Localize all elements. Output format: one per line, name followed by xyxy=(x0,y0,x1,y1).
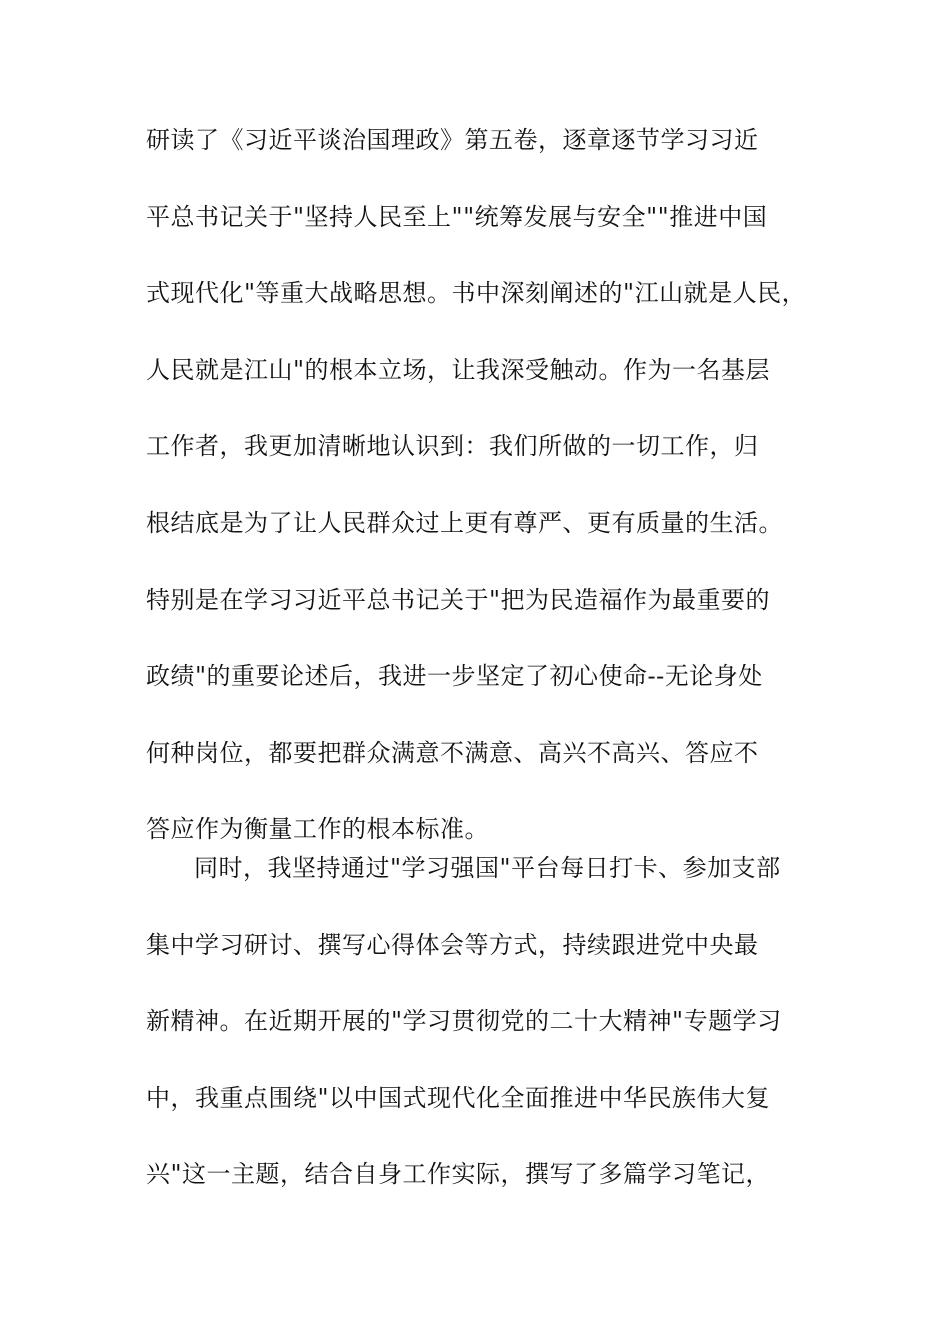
paragraph-line: 新精神。在近期开展的"学习贯彻党的二十大精神"专题学习 xyxy=(146,1007,782,1036)
paragraph-line: 根结底是为了让人民群众过上更有尊严、更有质量的生活。 xyxy=(146,508,783,537)
paragraph-line: 工作者，我更加清晰地认识到：我们所做的一切工作，归 xyxy=(146,432,759,461)
paragraph-line: 平总书记关于"坚持人民至上""统筹发展与安全""推进中国 xyxy=(146,202,768,231)
paragraph-line: 人民就是江山"的根本立场，让我深受触动。作为一名基层 xyxy=(146,355,771,384)
paragraph-line: 兴"这一主题，结合自身工作实际，撰写了多篇学习笔记， xyxy=(146,1160,771,1189)
paragraph-line: 答应作为衡量工作的根本标准。 xyxy=(146,815,489,844)
paragraph-line: 中，我重点围绕"以中国式现代化全面推进中华民族伟大复 xyxy=(146,1083,771,1112)
paragraph-line: 何种岗位，都要把群众满意不满意、高兴不高兴、答应不 xyxy=(146,738,759,767)
paragraph-line: 集中学习研讨、撰写心得体会等方式，持续跟进党中央最 xyxy=(146,930,759,959)
paragraph-line: 式现代化"等重大战略思想。书中深刻阐述的"江山就是人民， xyxy=(146,279,807,308)
paragraph-line: 政绩"的重要论述后，我进一步坚定了初心使命--无论身处 xyxy=(146,662,763,691)
paragraph-line: 研读了《习近平谈治国理政》第五卷，逐章逐节学习习近 xyxy=(146,126,759,154)
paragraph-line: 同时，我坚持通过"学习强国"平台每日打卡、参加支部 xyxy=(194,854,781,882)
paragraph-2 xyxy=(146,848,826,1231)
paragraph-line: 特别是在学习习近平总书记关于"把为民造福作为最重要的 xyxy=(146,585,771,614)
paragraph-1 xyxy=(146,120,826,886)
